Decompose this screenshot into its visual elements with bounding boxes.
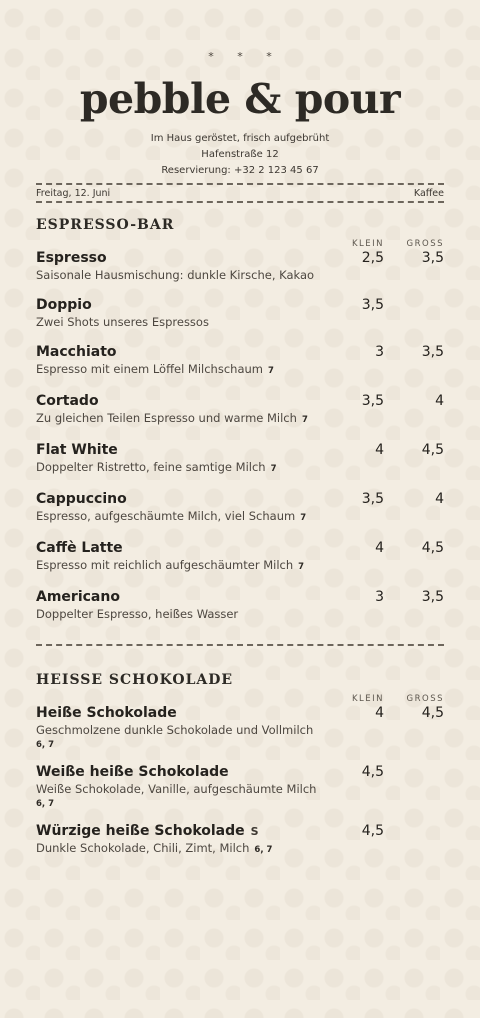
allergen-codes: 7 <box>268 366 274 376</box>
menu-page <box>36 0 444 872</box>
price-small: 4,5 <box>361 764 384 780</box>
price-large: 4 <box>435 491 444 507</box>
menu-item <box>36 442 444 478</box>
reservation-phone: Reservierung: +32 2 123 45 67 <box>161 165 319 176</box>
allergen-codes: 6, 7 <box>36 799 55 809</box>
meta-row <box>36 185 444 201</box>
item-name: Macchiato <box>36 344 117 360</box>
item-description: Zu gleichen Teilen Espresso und warme Milch 7 <box>36 411 308 425</box>
item-name: Espresso <box>36 250 107 266</box>
menu-item <box>36 540 444 576</box>
price-large: 3,5 <box>421 250 444 266</box>
item-name: Weiße heiße Schokolade <box>36 764 229 780</box>
price-large: 4,5 <box>421 442 444 458</box>
item-description: Espresso mit reichlich aufgeschäumter Milch 7 <box>36 558 305 572</box>
section-title: ESPRESSO-BAR <box>36 217 175 233</box>
allergen-codes: 7 <box>300 513 307 523</box>
section-title: HEISSE SCHOKOLADE <box>36 672 234 688</box>
price-large: 4 <box>435 393 444 409</box>
item-name: Americano <box>36 589 120 605</box>
item-description: Doppelter Espresso, heißes Wasser <box>36 607 239 621</box>
price-small: 3 <box>375 589 384 605</box>
size-small-label: KLEIN <box>351 239 384 249</box>
price-small: 3,5 <box>361 393 384 409</box>
item-description: Dunkle Schokolade, Chili, Zimt, Milch 6, 7 <box>36 841 273 855</box>
price-large: 3,5 <box>421 589 444 605</box>
size-large-label: GROSS <box>406 694 444 704</box>
price-small: 4,5 <box>361 823 384 839</box>
section-espresso-bar <box>36 217 444 623</box>
price-large: 4,5 <box>421 705 444 721</box>
size-small-label: KLEIN <box>351 694 384 704</box>
size-header <box>36 694 444 704</box>
price-small: 2,5 <box>361 250 384 266</box>
menu-item <box>36 823 444 859</box>
size-large-label: GROSS <box>406 239 444 249</box>
menu-item <box>36 297 444 331</box>
item-description: Espresso, aufgeschäumte Milch, viel Schaum 7 <box>36 509 307 523</box>
item-description: Zwei Shots unseres Espressos <box>36 315 209 329</box>
section-hot-chocolate <box>36 672 444 859</box>
item-description: Saisonale Hausmischung: dunkle Kirsche, Kakao <box>36 268 315 282</box>
allergen-codes: 6, 7 <box>36 740 55 750</box>
item-description: Doppelter Ristretto, feine samtige Milch 7 <box>36 460 277 474</box>
item-name: Doppio <box>36 297 92 313</box>
price-large: 4,5 <box>421 540 444 556</box>
allergen-codes: 7 <box>298 562 305 572</box>
allergen-codes: 7 <box>270 464 277 474</box>
item-name: Flat White <box>36 442 118 458</box>
menu-item <box>36 393 444 429</box>
item-name: Cappuccino <box>36 491 127 507</box>
menu-item <box>36 491 444 527</box>
item-name: Caffè Latte <box>36 540 123 556</box>
divider <box>36 201 444 203</box>
menu-category: Kaffee <box>413 188 444 199</box>
menu-item <box>36 705 444 751</box>
allergen-codes: 7 <box>301 415 308 425</box>
menu-item <box>36 764 444 810</box>
price-small: 3 <box>375 344 384 360</box>
item-name: Heiße Schokolade <box>36 705 177 721</box>
allergen-codes: 6, 7 <box>254 845 273 855</box>
menu-item <box>36 344 444 380</box>
price-large: 3,5 <box>421 344 444 360</box>
restaurant-title: pebble & pour <box>79 75 401 123</box>
decorative-stars: * * * <box>208 50 282 63</box>
item-description: Espresso mit einem Löffel Milchschaum 7 <box>36 362 274 376</box>
price-small: 4 <box>375 540 384 556</box>
menu-date: Freitag, 12. Juni <box>36 188 111 199</box>
item-description: Weiße Schokolade, Vanille, aufgeschäumte Milch 6, 7 <box>36 781 444 810</box>
price-small: 4 <box>375 705 384 721</box>
size-header <box>36 239 444 249</box>
address: Hafenstraße 12 <box>201 149 279 160</box>
divider <box>36 644 444 646</box>
menu-item <box>36 250 444 284</box>
price-small: 3,5 <box>361 491 384 507</box>
item-name: Würzige heiße Schokolade S <box>36 823 259 839</box>
item-name: Cortado <box>36 393 99 409</box>
tagline: Im Haus geröstet, frisch aufgebrüht <box>150 133 330 144</box>
spicy-flag: S <box>250 825 259 838</box>
price-small: 3,5 <box>361 297 384 313</box>
item-description: Geschmolzene dunkle Schokolade und Vollmilch 6, 7 <box>36 722 444 751</box>
menu-item <box>36 589 444 623</box>
price-small: 4 <box>375 442 384 458</box>
